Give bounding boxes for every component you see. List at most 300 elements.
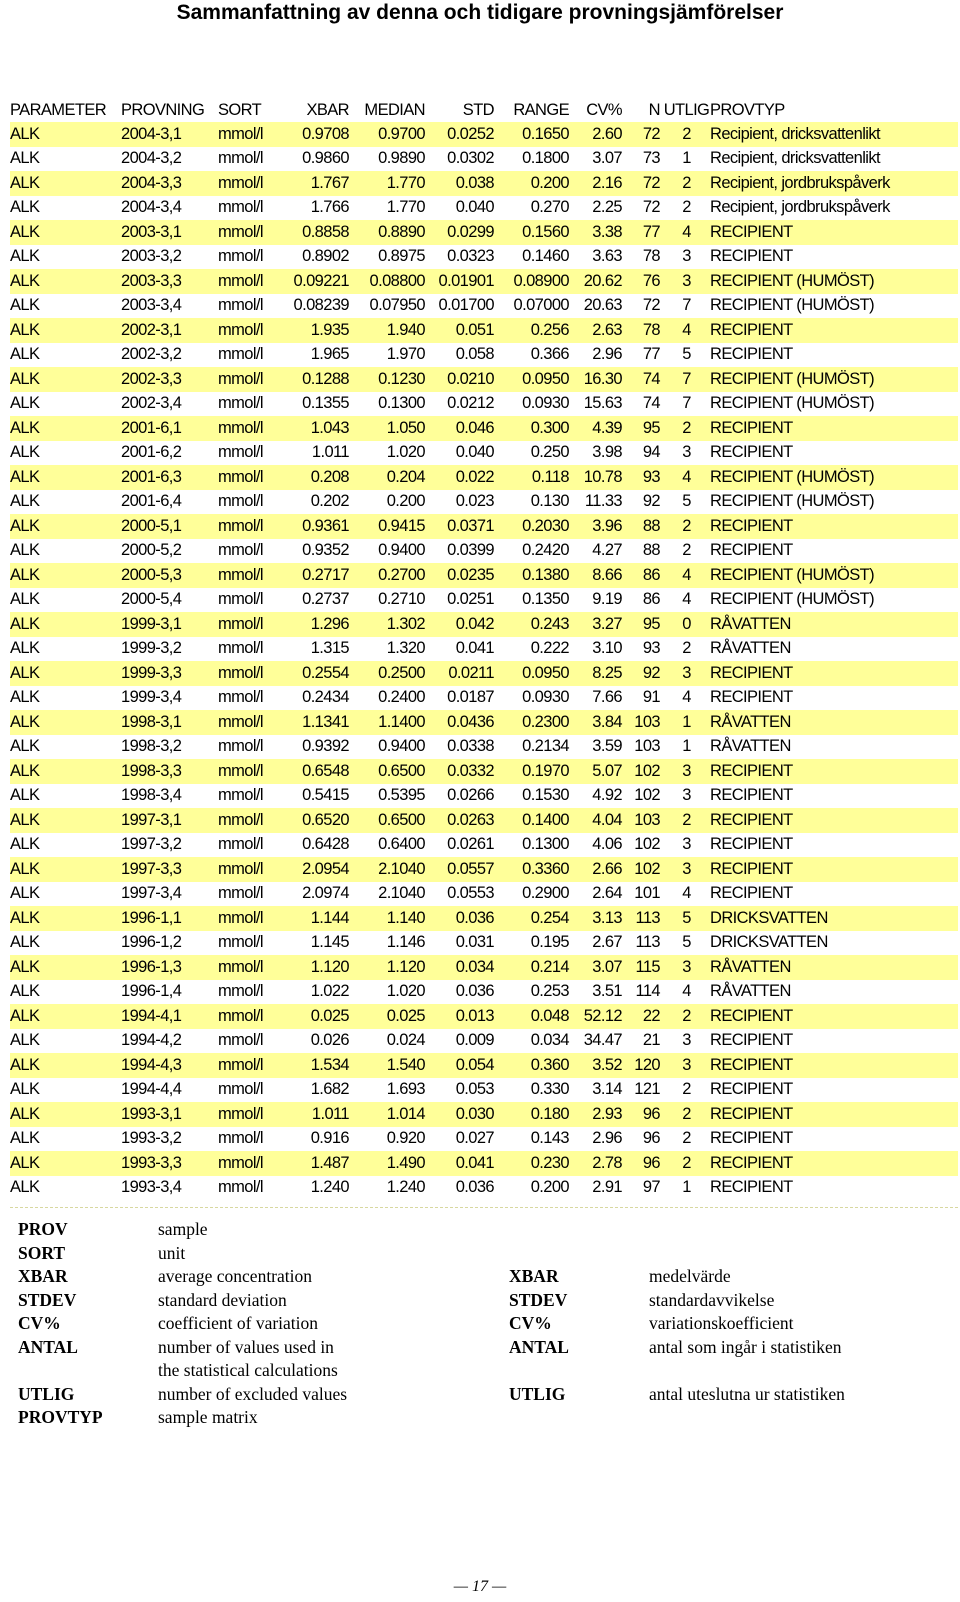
cell-n: 72 bbox=[625, 171, 663, 196]
cell-provning: 1997-3,4 bbox=[121, 884, 182, 903]
cell-provning: 1998-3,1 bbox=[121, 710, 218, 735]
cell-provtyp: RECIPIENT bbox=[710, 759, 958, 784]
cell-std: 0.0210 bbox=[428, 367, 497, 392]
cell-cv: 2.66 bbox=[572, 857, 625, 882]
cell-xbar: 0.8858 bbox=[284, 220, 352, 245]
cell-cv: 3.07 bbox=[592, 149, 622, 168]
cell-range: 0.1300 bbox=[522, 835, 569, 854]
table-row bbox=[10, 637, 958, 662]
cell-sort: mmol/l bbox=[218, 296, 263, 315]
cell-cv: 2.96 bbox=[592, 1129, 622, 1148]
cell-n: 78 bbox=[625, 318, 663, 343]
cell-n: 93 bbox=[625, 465, 663, 490]
cell-median: 2.1040 bbox=[378, 884, 425, 903]
cell-median: 1.014 bbox=[352, 1102, 428, 1127]
cell-n: 22 bbox=[625, 1004, 663, 1029]
cell-provning: 1999-3,4 bbox=[121, 688, 182, 707]
table-row bbox=[10, 367, 958, 392]
cell-sort: mmol/l bbox=[218, 122, 284, 147]
cell-n: 88 bbox=[625, 514, 663, 539]
cell-utlig: 4 bbox=[682, 688, 691, 707]
table-row bbox=[10, 220, 958, 245]
cell-provning: 2004-3,1 bbox=[121, 122, 218, 147]
cell-xbar: 1.1341 bbox=[284, 710, 352, 735]
cell-provtyp: RECIPIENT (HUMÖST) bbox=[710, 492, 874, 511]
cell-range: 0.1560 bbox=[497, 220, 572, 245]
cell-std: 0.031 bbox=[455, 933, 494, 952]
legend-en-description: number of values used in bbox=[158, 1336, 334, 1357]
table-header-row bbox=[10, 98, 958, 122]
table-row bbox=[10, 612, 958, 637]
cell-utlig: 3 bbox=[663, 661, 710, 686]
cell-cv: 3.13 bbox=[572, 906, 625, 931]
cell-xbar: 0.025 bbox=[284, 1004, 352, 1029]
results-table bbox=[10, 98, 958, 1200]
cell-xbar: 0.026 bbox=[310, 1031, 349, 1050]
cell-n: 77 bbox=[625, 220, 663, 245]
cell-median: 1.140 bbox=[352, 906, 428, 931]
legend-sv-item bbox=[509, 1359, 960, 1383]
cell-utlig: 1 bbox=[682, 737, 691, 756]
cell-utlig: 2 bbox=[682, 1080, 691, 1099]
cell-utlig: 3 bbox=[663, 1053, 710, 1078]
cell-n: 91 bbox=[642, 688, 660, 707]
cell-provning: 2003-3,2 bbox=[121, 247, 182, 266]
cell-cv: 2.64 bbox=[592, 884, 622, 903]
cell-cv: 2.91 bbox=[592, 1178, 622, 1197]
cell-xbar: 1.043 bbox=[284, 416, 352, 441]
cell-sort: mmol/l bbox=[218, 541, 263, 560]
cell-utlig: 2 bbox=[663, 808, 710, 833]
cell-cv: 15.63 bbox=[583, 394, 622, 413]
cell-xbar: 0.9860 bbox=[302, 149, 349, 168]
table-row bbox=[10, 857, 958, 882]
cell-sort: mmol/l bbox=[218, 955, 284, 980]
legend-en-term: ANTAL bbox=[18, 1336, 78, 1357]
cell-range: 0.254 bbox=[497, 906, 572, 931]
cell-cv: 3.38 bbox=[572, 220, 625, 245]
cell-provtyp: RÅVATTEN bbox=[710, 955, 958, 980]
cell-utlig: 2 bbox=[682, 198, 691, 217]
cell-provning: 1994-4,3 bbox=[121, 1053, 218, 1078]
cell-std: 0.0299 bbox=[428, 220, 497, 245]
cell-cv: 16.30 bbox=[572, 367, 625, 392]
table-row bbox=[10, 147, 958, 172]
legend-swedish bbox=[509, 1265, 960, 1406]
legend-en-item bbox=[18, 1406, 488, 1430]
cell-cv: 4.04 bbox=[572, 808, 625, 833]
table-row bbox=[10, 955, 958, 980]
table-row bbox=[10, 1004, 958, 1029]
legend-sv-item bbox=[509, 1312, 960, 1336]
cell-provning: 2003-3,4 bbox=[121, 296, 182, 315]
cell-utlig: 3 bbox=[663, 759, 710, 784]
cell-utlig: 2 bbox=[663, 171, 710, 196]
cell-median: 1.020 bbox=[386, 982, 425, 1001]
cell-parameter: ALK bbox=[10, 171, 121, 196]
cell-cv: 3.84 bbox=[572, 710, 625, 735]
cell-provning: 2002-3,4 bbox=[121, 394, 182, 413]
cell-provtyp: Recipient, jordbrukspåverk bbox=[710, 198, 890, 217]
cell-sort: mmol/l bbox=[218, 661, 284, 686]
cell-range: 0.0930 bbox=[522, 688, 569, 707]
cell-median: 1.693 bbox=[386, 1080, 425, 1099]
cell-xbar: 0.2554 bbox=[284, 661, 352, 686]
cell-provtyp: RECIPIENT bbox=[710, 1129, 793, 1148]
legend-sv-description: medelvärde bbox=[649, 1266, 731, 1286]
cell-n: 74 bbox=[642, 394, 660, 413]
cell-xbar: 0.916 bbox=[310, 1129, 349, 1148]
cell-parameter: ALK bbox=[10, 759, 121, 784]
cell-median: 1.020 bbox=[386, 443, 425, 462]
cell-median: 1.050 bbox=[352, 416, 428, 441]
cell-provning: 2002-3,2 bbox=[121, 345, 182, 364]
cell-range: 0.300 bbox=[497, 416, 572, 441]
cell-std: 0.036 bbox=[428, 906, 497, 931]
cell-xbar: 1.767 bbox=[284, 171, 352, 196]
cell-cv: 9.19 bbox=[592, 590, 622, 609]
table-row bbox=[10, 294, 958, 319]
table-row bbox=[10, 1102, 958, 1127]
cell-parameter: ALK bbox=[10, 149, 40, 168]
cell-median: 1.770 bbox=[352, 171, 428, 196]
cell-n: 113 bbox=[625, 906, 663, 931]
legend-en-description: average concentration bbox=[158, 1266, 313, 1286]
cell-utlig: 3 bbox=[682, 786, 691, 805]
cell-xbar: 0.08239 bbox=[293, 296, 349, 315]
cell-xbar: 1.144 bbox=[284, 906, 352, 931]
cell-xbar: 0.09221 bbox=[284, 269, 352, 294]
col-header-xbar: XBAR bbox=[306, 100, 349, 119]
cell-n: 102 bbox=[634, 835, 660, 854]
cell-provtyp: RECIPIENT bbox=[710, 1031, 793, 1050]
cell-provtyp: RÅVATTEN bbox=[710, 639, 791, 658]
legend-en-term bbox=[18, 1359, 158, 1383]
cell-utlig: 5 bbox=[682, 492, 691, 511]
cell-utlig: 2 bbox=[663, 514, 710, 539]
cell-median: 1.970 bbox=[386, 345, 425, 364]
cell-sort: mmol/l bbox=[218, 149, 263, 168]
cell-provtyp: RECIPIENT (HUMÖST) bbox=[710, 269, 958, 294]
cell-xbar: 1.120 bbox=[284, 955, 352, 980]
cell-xbar: 1.682 bbox=[310, 1080, 349, 1099]
cell-median: 1.240 bbox=[386, 1178, 425, 1197]
col-header-std: STD bbox=[462, 100, 494, 119]
legend-sv-term: STDEV bbox=[509, 1289, 568, 1310]
col-header-cv: CV% bbox=[586, 100, 622, 119]
cell-median: 1.490 bbox=[352, 1151, 428, 1176]
cell-sort: mmol/l bbox=[218, 443, 263, 462]
cell-range: 0.222 bbox=[530, 639, 569, 658]
table-row bbox=[10, 1078, 958, 1103]
cell-provning: 1996-1,2 bbox=[121, 933, 182, 952]
table-row bbox=[10, 392, 958, 417]
cell-range: 0.253 bbox=[530, 982, 569, 1001]
cell-n: 96 bbox=[625, 1102, 663, 1127]
cell-utlig: 2 bbox=[663, 1004, 710, 1029]
cell-std: 0.036 bbox=[455, 1178, 494, 1197]
cell-provning: 2004-3,4 bbox=[121, 198, 182, 217]
cell-n: 114 bbox=[635, 982, 660, 1001]
cell-median: 0.6500 bbox=[352, 759, 428, 784]
cell-std: 0.0261 bbox=[447, 835, 494, 854]
legend-sv-description bbox=[649, 1359, 960, 1383]
cell-std: 0.0251 bbox=[447, 590, 494, 609]
cell-std: 0.0211 bbox=[428, 661, 497, 686]
cell-std: 0.0399 bbox=[447, 541, 494, 560]
cell-sort: mmol/l bbox=[218, 269, 284, 294]
cell-parameter: ALK bbox=[10, 563, 121, 588]
cell-provtyp: RECIPIENT (HUMÖST) bbox=[710, 367, 958, 392]
cell-range: 0.1380 bbox=[497, 563, 572, 588]
cell-xbar: 0.208 bbox=[284, 465, 352, 490]
cell-n: 92 bbox=[642, 492, 660, 511]
cell-median: 1.940 bbox=[352, 318, 428, 343]
cell-median: 0.024 bbox=[386, 1031, 425, 1050]
cell-range: 0.143 bbox=[530, 1129, 569, 1148]
cell-range: 0.1650 bbox=[497, 122, 572, 147]
cell-sort: mmol/l bbox=[218, 759, 284, 784]
table-row bbox=[10, 1151, 958, 1176]
legend-sv-item bbox=[509, 1265, 960, 1289]
cell-n: 94 bbox=[642, 443, 660, 462]
cell-parameter: ALK bbox=[10, 955, 121, 980]
col-header-n: N bbox=[648, 100, 660, 119]
page-number: — 17 — bbox=[453, 1578, 507, 1595]
cell-provtyp: RECIPIENT (HUMÖST) bbox=[710, 563, 958, 588]
cell-sort: mmol/l bbox=[218, 982, 263, 1001]
cell-median: 0.200 bbox=[386, 492, 425, 511]
cell-cv: 4.27 bbox=[592, 541, 622, 560]
cell-std: 0.030 bbox=[428, 1102, 497, 1127]
legend-sv-term bbox=[509, 1359, 649, 1383]
legend-sv-item bbox=[509, 1289, 960, 1313]
cell-parameter: ALK bbox=[10, 394, 40, 413]
cell-sort: mmol/l bbox=[218, 639, 263, 658]
cell-provtyp: RECIPIENT bbox=[710, 1151, 958, 1176]
cell-median: 1.320 bbox=[386, 639, 425, 658]
cell-n: 102 bbox=[625, 759, 663, 784]
cell-provtyp: RECIPIENT bbox=[710, 835, 793, 854]
cell-n: 102 bbox=[625, 857, 663, 882]
cell-xbar: 0.8902 bbox=[302, 247, 349, 266]
cell-sort: mmol/l bbox=[218, 514, 284, 539]
cell-sort: mmol/l bbox=[218, 416, 284, 441]
cell-utlig: 4 bbox=[663, 465, 710, 490]
cell-xbar: 0.9352 bbox=[302, 541, 349, 560]
table-row bbox=[10, 539, 958, 564]
cell-sort: mmol/l bbox=[218, 563, 284, 588]
cell-n: 78 bbox=[642, 247, 660, 266]
cell-sort: mmol/l bbox=[218, 884, 263, 903]
cell-range: 0.1460 bbox=[522, 247, 569, 266]
table-row bbox=[10, 833, 958, 858]
cell-sort: mmol/l bbox=[218, 808, 284, 833]
cell-parameter: ALK bbox=[10, 492, 40, 511]
cell-utlig: 2 bbox=[663, 1102, 710, 1127]
cell-range: 0.2300 bbox=[497, 710, 572, 735]
cell-provning: 2001-6,4 bbox=[121, 492, 182, 511]
cell-cv: 3.10 bbox=[592, 639, 622, 658]
cell-provtyp: RECIPIENT (HUMÖST) bbox=[710, 465, 958, 490]
cell-provning: 2000-5,2 bbox=[121, 541, 182, 560]
cell-sort: mmol/l bbox=[218, 198, 263, 217]
cell-utlig: 2 bbox=[663, 1151, 710, 1176]
cell-provning: 2001-6,1 bbox=[121, 416, 218, 441]
cell-std: 0.0553 bbox=[447, 884, 494, 903]
cell-range: 0.214 bbox=[497, 955, 572, 980]
cell-utlig: 3 bbox=[663, 955, 710, 980]
cell-utlig: 2 bbox=[682, 541, 691, 560]
cell-n: 93 bbox=[642, 639, 660, 658]
cell-cv: 2.25 bbox=[592, 198, 622, 217]
cell-median: 1.540 bbox=[352, 1053, 428, 1078]
cell-cv: 3.96 bbox=[572, 514, 625, 539]
cell-std: 0.009 bbox=[455, 1031, 494, 1050]
cell-cv: 20.63 bbox=[583, 296, 622, 315]
cell-median: 0.6400 bbox=[378, 835, 425, 854]
cell-provtyp: RECIPIENT bbox=[710, 1178, 793, 1197]
cell-provtyp: RECIPIENT bbox=[710, 1102, 958, 1127]
cell-utlig: 5 bbox=[682, 345, 691, 364]
cell-std: 0.0302 bbox=[447, 149, 494, 168]
cell-xbar: 2.0954 bbox=[284, 857, 352, 882]
cell-provning: 1997-3,1 bbox=[121, 808, 218, 833]
cell-provtyp: DRICKSVATTEN bbox=[710, 906, 958, 931]
legend-en-term: CV% bbox=[18, 1313, 61, 1333]
cell-provning: 2000-5,1 bbox=[121, 514, 218, 539]
cell-xbar: 0.9708 bbox=[284, 122, 352, 147]
cell-parameter: ALK bbox=[10, 857, 121, 882]
legend-sv-term: UTLIG bbox=[509, 1383, 566, 1404]
table-row bbox=[10, 1127, 958, 1152]
cell-provtyp: Recipient, dricksvattenlikt bbox=[710, 149, 880, 168]
cell-parameter: ALK bbox=[10, 737, 40, 756]
cell-median: 1.146 bbox=[386, 933, 425, 952]
cell-parameter: ALK bbox=[10, 122, 121, 147]
cell-median: 1.1400 bbox=[352, 710, 428, 735]
cell-n: 73 bbox=[642, 149, 660, 168]
cell-std: 0.0235 bbox=[428, 563, 497, 588]
cell-provtyp: RECIPIENT bbox=[710, 1053, 958, 1078]
table-row bbox=[10, 269, 958, 294]
col-header-utlig: UTLIG bbox=[663, 100, 710, 119]
cell-utlig: 3 bbox=[682, 1031, 691, 1050]
cell-n: 96 bbox=[642, 1129, 660, 1148]
cell-xbar: 1.240 bbox=[310, 1178, 349, 1197]
cell-utlig: 1 bbox=[682, 149, 691, 168]
cell-provtyp: RECIPIENT bbox=[710, 786, 793, 805]
cell-range: 0.243 bbox=[497, 612, 572, 637]
table-row bbox=[10, 441, 958, 466]
cell-utlig: 5 bbox=[663, 906, 710, 931]
table-row bbox=[10, 735, 958, 760]
cell-range: 0.1400 bbox=[497, 808, 572, 833]
cell-median: 0.2700 bbox=[352, 563, 428, 588]
cell-provtyp: RECIPIENT bbox=[710, 1004, 958, 1029]
cell-parameter: ALK bbox=[10, 1151, 121, 1176]
table-row bbox=[10, 1029, 958, 1054]
cell-median: 1.120 bbox=[352, 955, 428, 980]
cell-median: 0.08800 bbox=[352, 269, 428, 294]
cell-sort: mmol/l bbox=[218, 590, 263, 609]
cell-parameter: ALK bbox=[10, 296, 40, 315]
cell-parameter: ALK bbox=[10, 1004, 121, 1029]
cell-std: 0.040 bbox=[455, 198, 494, 217]
cell-provtyp: RECIPIENT bbox=[710, 808, 958, 833]
cell-cv: 4.06 bbox=[592, 835, 622, 854]
cell-utlig: 5 bbox=[682, 933, 691, 952]
cell-parameter: ALK bbox=[10, 1053, 121, 1078]
cell-sort: mmol/l bbox=[218, 1178, 263, 1197]
col-header-provtyp: PROVTYP bbox=[710, 100, 785, 119]
cell-provtyp: RECIPIENT (HUMÖST) bbox=[710, 394, 874, 413]
table-row bbox=[10, 808, 958, 833]
cell-provning: 1999-3,1 bbox=[121, 612, 218, 637]
cell-std: 0.034 bbox=[428, 955, 497, 980]
cell-n: 103 bbox=[634, 737, 660, 756]
legend-en-item bbox=[18, 1359, 488, 1383]
cell-std: 0.036 bbox=[455, 982, 494, 1001]
cell-xbar: 1.011 bbox=[311, 443, 349, 462]
cell-provning: 1993-3,1 bbox=[121, 1102, 218, 1127]
cell-sort: mmol/l bbox=[218, 835, 263, 854]
cell-parameter: ALK bbox=[10, 541, 40, 560]
cell-parameter: ALK bbox=[10, 416, 121, 441]
cell-provning: 1997-3,2 bbox=[121, 835, 182, 854]
cell-std: 0.041 bbox=[428, 1151, 497, 1176]
cell-std: 0.0252 bbox=[428, 122, 497, 147]
cell-parameter: ALK bbox=[10, 367, 121, 392]
col-header-provning: PROVNING bbox=[121, 100, 205, 119]
cell-sort: mmol/l bbox=[218, 933, 263, 952]
cell-parameter: ALK bbox=[10, 808, 121, 833]
cell-sort: mmol/l bbox=[218, 688, 263, 707]
cell-parameter: ALK bbox=[10, 933, 40, 952]
cell-provning: 1998-3,4 bbox=[121, 786, 182, 805]
cell-range: 0.130 bbox=[530, 492, 569, 511]
cell-range: 0.0950 bbox=[497, 367, 572, 392]
cell-n: 76 bbox=[625, 269, 663, 294]
cell-cv: 7.66 bbox=[592, 688, 622, 707]
cell-provning: 1998-3,2 bbox=[121, 737, 182, 756]
cell-std: 0.041 bbox=[455, 639, 494, 658]
table-row bbox=[10, 931, 958, 956]
cell-xbar: 0.1355 bbox=[302, 394, 349, 413]
cell-utlig: 1 bbox=[682, 1178, 691, 1197]
cell-sort: mmol/l bbox=[218, 1053, 284, 1078]
legend-en-description: coefficient of variation bbox=[158, 1313, 319, 1333]
cell-std: 0.0436 bbox=[428, 710, 497, 735]
cell-xbar: 0.9392 bbox=[302, 737, 349, 756]
cell-provning: 1993-3,2 bbox=[121, 1129, 182, 1148]
cell-provtyp: RÅVATTEN bbox=[710, 710, 958, 735]
table-row bbox=[10, 490, 958, 515]
cell-cv: 4.92 bbox=[592, 786, 622, 805]
cell-std: 0.038 bbox=[428, 171, 497, 196]
legend-en-term: UTLIG bbox=[18, 1383, 75, 1404]
cell-sort: mmol/l bbox=[218, 786, 263, 805]
legend-en-item bbox=[18, 1265, 488, 1289]
cell-std: 0.0557 bbox=[428, 857, 497, 882]
cell-n: 103 bbox=[625, 808, 663, 833]
cell-range: 0.0950 bbox=[497, 661, 572, 686]
cell-xbar: 0.6520 bbox=[284, 808, 352, 833]
col-header-parameter: PARAMETER bbox=[10, 100, 107, 119]
cell-parameter: ALK bbox=[10, 198, 40, 217]
legend-en-description: sample bbox=[158, 1219, 208, 1239]
cell-utlig: 3 bbox=[682, 443, 691, 462]
